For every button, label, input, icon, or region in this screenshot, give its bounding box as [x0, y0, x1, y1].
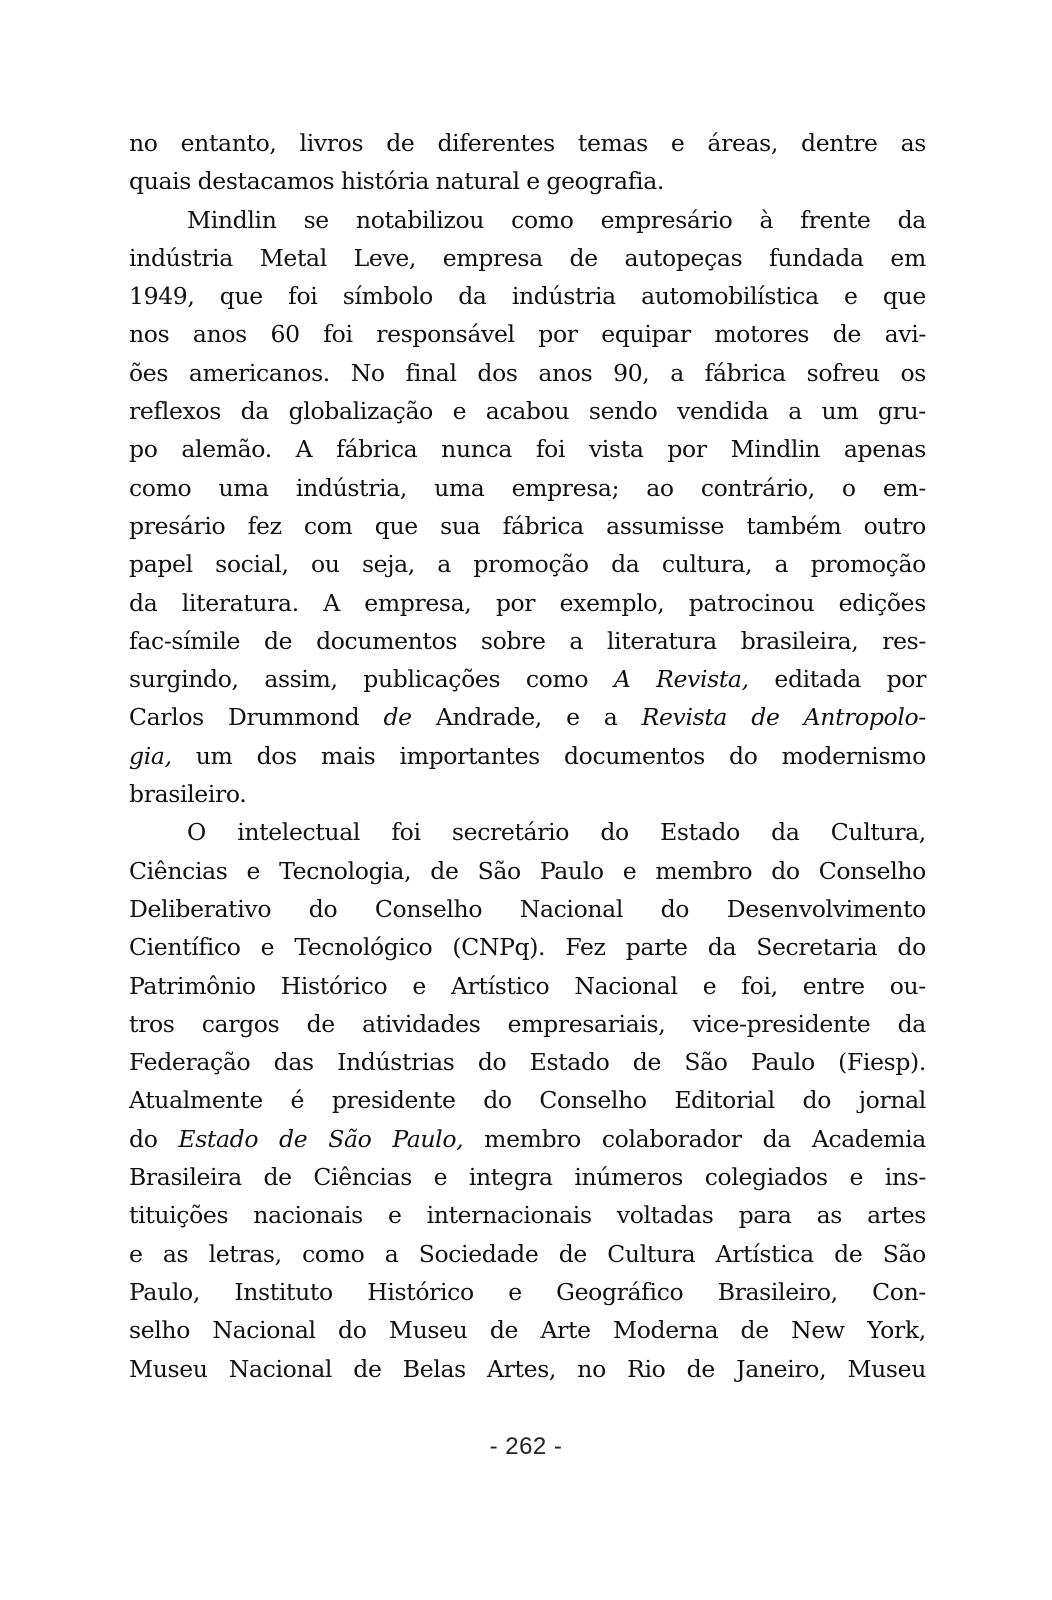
body-text	[129, 124, 926, 1388]
text-line: papel social, ou seja, a promoção da cultura, a promoção	[129, 550, 926, 579]
text-line: Deliberativo do Conselho Nacional do Desenvolvimento	[129, 894, 926, 923]
text-line: e as letras, como a Sociedade de Cultura Artística de São	[129, 1239, 926, 1268]
text-line: ões americanos. No final dos anos 90, a fábrica sofreu os	[129, 358, 926, 387]
text-line: reflexos da globalização e acabou sendo vendida a um gru-	[129, 397, 926, 426]
text-line: Museu Nacional de Belas Artes, no Rio de Janeiro, Museu	[129, 1354, 926, 1383]
page-number: - 262 -	[489, 1433, 563, 1460]
text-line: presário fez com que sua fábrica assumisse também outro	[129, 511, 926, 540]
text-line: no entanto, livros de diferentes temas e áreas, dentre as	[129, 129, 926, 157]
text-line: como uma indústria, uma empresa; ao contrário, o em-	[129, 473, 926, 502]
text-line: Mindlin se notabilizou como empresário à frente da	[187, 205, 926, 234]
text-line: Científico e Tecnológico (CNPq). Fez parte da Secretaria do	[129, 933, 926, 962]
text-line: Paulo, Instituto Histórico e Geográfico Brasileiro, Con-	[129, 1277, 926, 1306]
text-line: tituições nacionais e internacionais voltadas para as artes	[129, 1201, 926, 1230]
text-line: Ciências e Tecnologia, de São Paulo e membro do Conselho	[129, 856, 926, 885]
text-line: gia, um dos mais importantes documentos do modernismo	[129, 741, 926, 770]
text-line: quais destacamos história natural e geografia.	[129, 167, 665, 196]
text-line: indústria Metal Leve, empresa de autopeças fundada em	[129, 243, 926, 272]
text-line: brasileiro.	[129, 780, 247, 809]
text-line: surgindo, assim, publicações como A Revista, editada por	[129, 665, 926, 694]
text-line: fac-símile de documentos sobre a literatura brasileira, res-	[129, 626, 926, 655]
text-line: O intelectual foi secretário do Estado da Cultura,	[187, 818, 926, 847]
text-line: Carlos Drummond de Andrade, e a Revista de Antropolo-	[129, 703, 926, 732]
text-line: Atualmente é presidente do Conselho Editorial do jornal	[129, 1086, 926, 1115]
text-line: selho Nacional do Museu de Arte Moderna de New York,	[129, 1316, 926, 1345]
text-line: Patrimônio Histórico e Artístico Nacional e foi, entre ou-	[129, 971, 926, 1000]
text-line: po alemão. A fábrica nunca foi vista por Mindlin apenas	[129, 435, 926, 464]
text-line: nos anos 60 foi responsável por equipar motores de avi-	[129, 320, 926, 349]
text-line: do Estado de São Paulo, membro colaborador da Academia	[129, 1124, 926, 1153]
text-line: Federação das Indústrias do Estado de São Paulo (Fiesp).	[129, 1048, 926, 1077]
text-line: 1949, que foi símbolo da indústria automobilística e que	[129, 282, 926, 311]
text-line: da literatura. A empresa, por exemplo, patrocinou edições	[129, 588, 926, 617]
text-line: tros cargos de atividades empresariais, vice-presidente da	[129, 1009, 926, 1038]
text-line: Brasileira de Ciências e integra inúmeros colegiados e ins-	[129, 1163, 926, 1192]
